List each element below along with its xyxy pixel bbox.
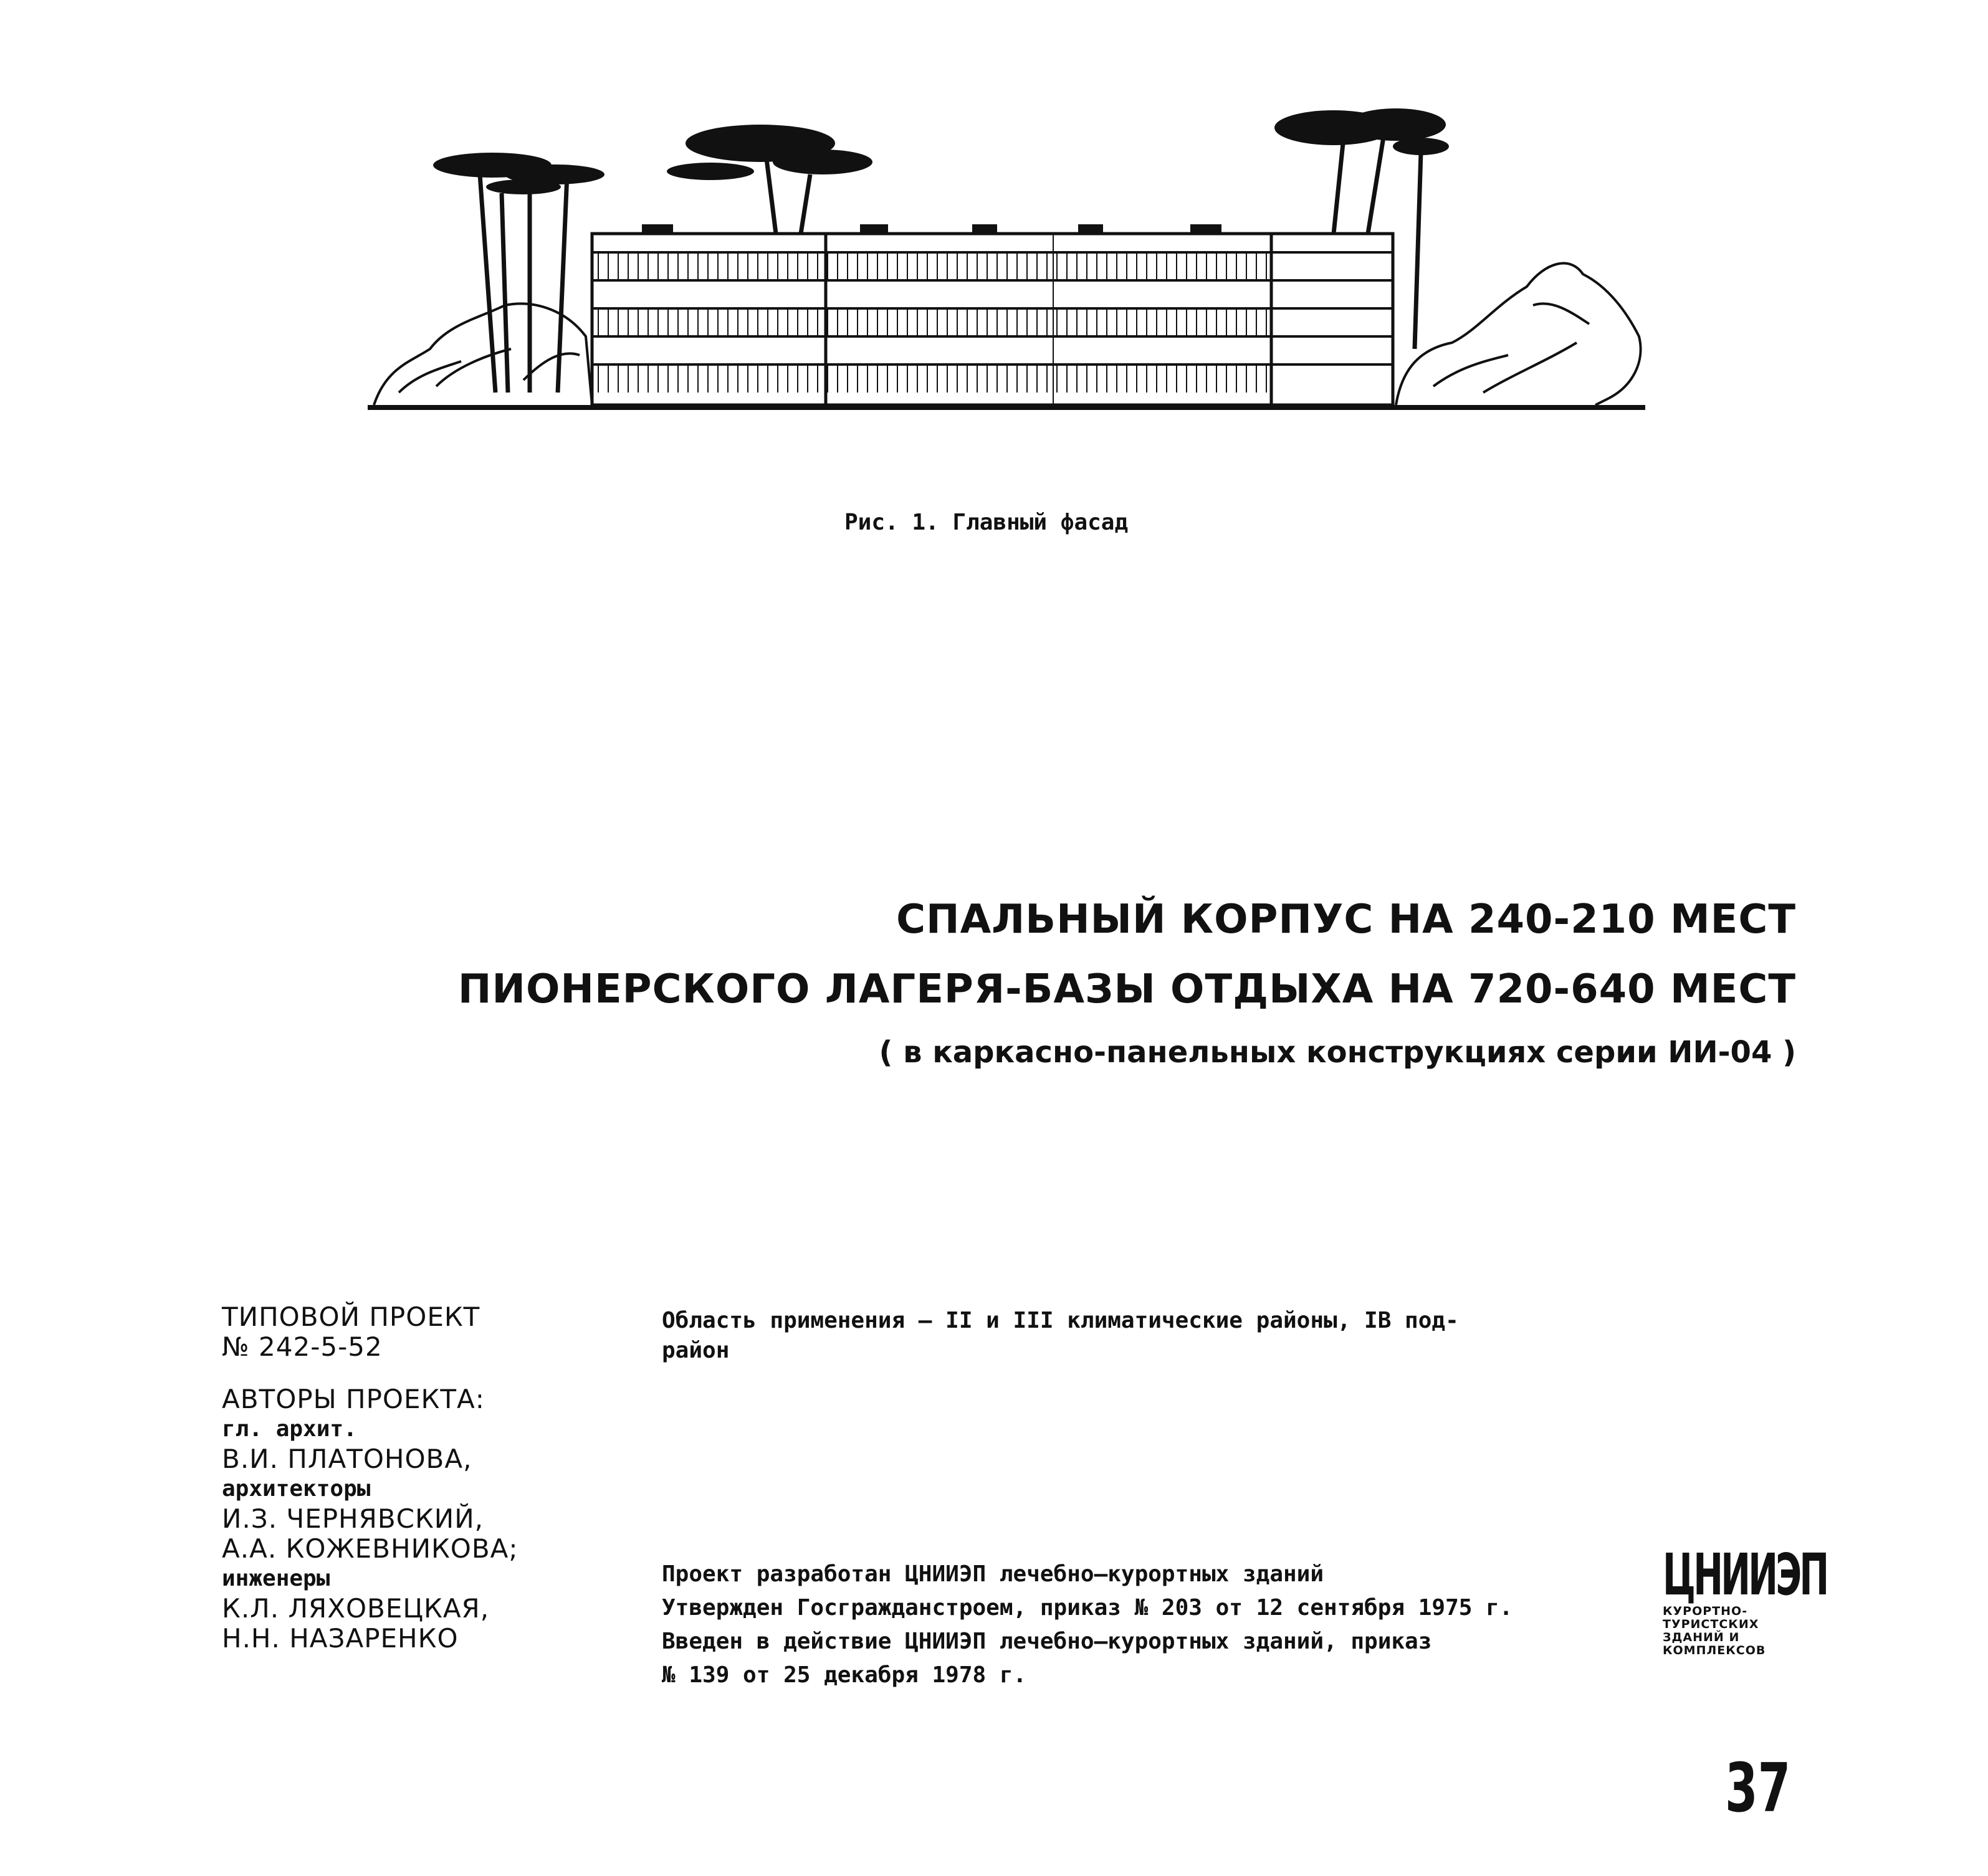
logo-line-3: ЗДАНИЙ И — [1663, 1631, 1740, 1644]
logo-line-4: КОМПЛЕКСОВ — [1663, 1644, 1766, 1657]
title-block — [458, 885, 1796, 1080]
approval-line-2: Утвержден Госгражданстроем, приказ № 203 от 12 сентября 1975 г. — [662, 1595, 1513, 1621]
figure-caption: Рис. 1. Главный фасад — [844, 510, 1129, 535]
approval-line-4: № 139 от 25 декабря 1978 г. — [662, 1662, 1027, 1688]
page-number: 37 — [1725, 1750, 1791, 1827]
project-number: № 242-5-52 — [222, 1331, 383, 1362]
project-label: ТИПОВОЙ ПРОЕКТ — [222, 1302, 480, 1332]
architect-2: А.А. КОЖЕВНИКОВА; — [222, 1533, 519, 1564]
engineers-role: инженеры — [222, 1566, 330, 1591]
title-line-2: ПИОНЕРСКОГО ЛАГЕРЯ-БАЗЫ ОТДЫХА НА 720-640 МЕСТ — [457, 966, 1796, 1012]
logo-main: ЦНИИЭП — [1663, 1541, 1827, 1608]
architect-1: И.З. ЧЕРНЯВСКИЙ, — [222, 1503, 484, 1534]
authors-heading: АВТОРЫ ПРОЕКТА: — [222, 1384, 485, 1414]
application-line-1: Область применения – II и III климатические районы, IВ под- — [662, 1308, 1459, 1333]
application-area — [662, 1306, 1559, 1366]
building-facade-drawing — [361, 100, 1670, 424]
logo-line-1: КУРОРТНО- — [1663, 1604, 1748, 1618]
engineer-2: Н.Н. НАЗАРЕНКО — [222, 1623, 459, 1654]
chief-role: гл. архит. — [222, 1416, 357, 1442]
architects-role: архитекторы — [222, 1476, 371, 1502]
approval-info — [662, 1558, 1513, 1692]
title-line-1: СПАЛЬНЫЙ КОРПУС НА 240-210 МЕСТ — [896, 897, 1796, 943]
engineer-1: К.Л. ЛЯХОВЕЦКАЯ, — [222, 1593, 490, 1624]
logo-line-2: ТУРИСТСКИХ — [1663, 1617, 1759, 1631]
institute-logo — [1663, 1541, 1827, 1657]
title-line-3: ( в каркасно-панельных конструкциях серии ИИ-04 ) — [879, 1035, 1796, 1070]
project-info — [222, 1302, 519, 1654]
chief-name: В.И. ПЛАТОНОВА, — [222, 1444, 472, 1474]
approval-line-1: Проект разработан ЦНИИЭП лечебно–курортных зданий — [662, 1561, 1324, 1587]
application-line-2: район — [662, 1338, 730, 1363]
approval-line-3: Введен в действие ЦНИИЭП лечебно–курортных зданий, приказ — [662, 1629, 1432, 1654]
